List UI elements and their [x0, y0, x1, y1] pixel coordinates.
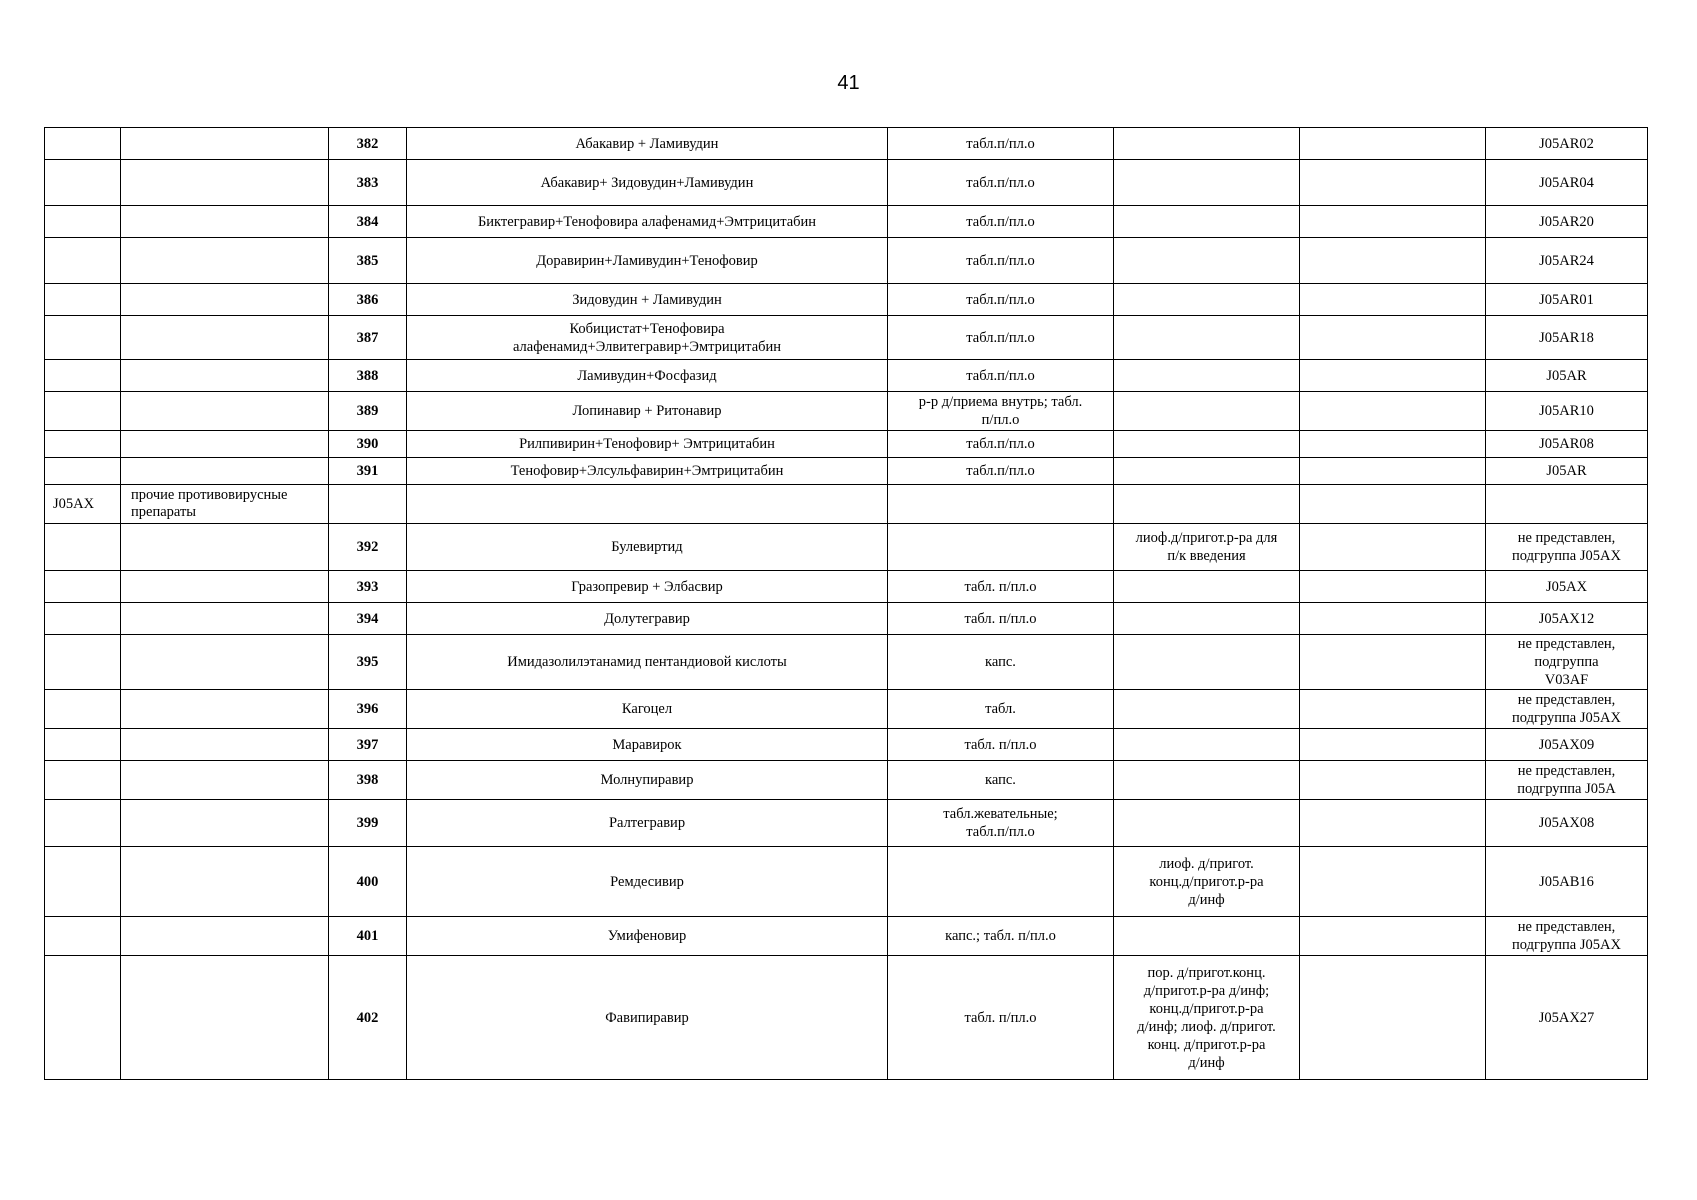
table-row — [45, 524, 1648, 571]
oral-form-cell: табл. п/пл.о — [888, 956, 1114, 1080]
parenteral-form-cell — [1114, 761, 1300, 800]
row-number-cell: 387 — [329, 316, 407, 360]
atc-group-cell — [45, 284, 121, 316]
atc-code-cell: J05AR24 — [1486, 238, 1648, 284]
oral-form-cell — [888, 524, 1114, 571]
note-cell — [1300, 458, 1486, 485]
atc-group-cell — [45, 160, 121, 206]
table-row — [45, 316, 1648, 360]
table-row — [45, 800, 1648, 847]
oral-form-cell: табл. п/пл.о — [888, 729, 1114, 761]
group-name-cell — [121, 238, 329, 284]
note-cell — [1300, 603, 1486, 635]
group-name-cell — [121, 690, 329, 729]
parenteral-form-cell — [1114, 458, 1300, 485]
note-cell — [1300, 206, 1486, 238]
drug-name-cell: Ралтегравир — [407, 800, 888, 847]
note-cell — [1300, 238, 1486, 284]
table-row — [45, 956, 1648, 1080]
table-row — [45, 485, 1648, 524]
drug-name-cell: Булевиртид — [407, 524, 888, 571]
row-number-cell: 385 — [329, 238, 407, 284]
parenteral-form-cell — [1114, 635, 1300, 690]
atc-group-cell — [45, 360, 121, 392]
drug-name-cell: Фавипиравир — [407, 956, 888, 1080]
atc-group-cell — [45, 238, 121, 284]
oral-form-cell: табл.п/пл.о — [888, 284, 1114, 316]
parenteral-form-cell — [1114, 316, 1300, 360]
atc-code-cell: не представлен, подгруппа V03AF — [1486, 635, 1648, 690]
oral-form-cell: табл. п/пл.о — [888, 603, 1114, 635]
note-cell — [1300, 729, 1486, 761]
row-number-cell: 388 — [329, 360, 407, 392]
note-cell — [1300, 485, 1486, 524]
group-name-cell — [121, 603, 329, 635]
oral-form-cell — [888, 485, 1114, 524]
atc-code-cell: J05AR08 — [1486, 431, 1648, 458]
atc-group-cell — [45, 571, 121, 603]
table-row — [45, 635, 1648, 690]
parenteral-form-cell — [1114, 571, 1300, 603]
drug-name-cell: Умифеновир — [407, 917, 888, 956]
atc-group-cell — [45, 603, 121, 635]
oral-form-cell: капс.; табл. п/пл.о — [888, 917, 1114, 956]
row-number-cell: 386 — [329, 284, 407, 316]
table-row — [45, 847, 1648, 917]
group-name-cell — [121, 160, 329, 206]
atc-group-cell — [45, 524, 121, 571]
table-row — [45, 360, 1648, 392]
drug-name-cell: Кобицистат+Тенофовира алафенамид+Элвитегравир+Эмтрицитабин — [407, 316, 888, 360]
atc-code-cell: J05AR01 — [1486, 284, 1648, 316]
note-cell — [1300, 917, 1486, 956]
atc-code-cell: J05AX12 — [1486, 603, 1648, 635]
oral-form-cell: табл.п/пл.о — [888, 206, 1114, 238]
group-name-cell — [121, 761, 329, 800]
atc-code-cell: не представлен, подгруппа J05A — [1486, 761, 1648, 800]
parenteral-form-cell: лиоф. д/пригот. конц.д/пригот.р-ра д/инф — [1114, 847, 1300, 917]
atc-code-cell: J05AR20 — [1486, 206, 1648, 238]
atc-group-cell — [45, 206, 121, 238]
drug-name-cell — [407, 485, 888, 524]
atc-code-cell: не представлен, подгруппа J05AX — [1486, 690, 1648, 729]
table-row — [45, 761, 1648, 800]
atc-group-cell — [45, 847, 121, 917]
atc-group-cell — [45, 761, 121, 800]
table-row — [45, 690, 1648, 729]
oral-form-cell: капс. — [888, 761, 1114, 800]
note-cell — [1300, 524, 1486, 571]
group-name-cell — [121, 431, 329, 458]
atc-code-cell: J05AX09 — [1486, 729, 1648, 761]
drug-name-cell: Имидазолилэтанамид пентандиовой кислоты — [407, 635, 888, 690]
table-row — [45, 284, 1648, 316]
note-cell — [1300, 690, 1486, 729]
table-row — [45, 729, 1648, 761]
atc-code-cell: J05AX — [1486, 571, 1648, 603]
note-cell — [1300, 316, 1486, 360]
group-name-cell — [121, 917, 329, 956]
oral-form-cell: табл.жевательные; табл.п/пл.о — [888, 800, 1114, 847]
row-number-cell: 390 — [329, 431, 407, 458]
oral-form-cell: табл.п/пл.о — [888, 128, 1114, 160]
note-cell — [1300, 392, 1486, 431]
parenteral-form-cell — [1114, 917, 1300, 956]
parenteral-form-cell — [1114, 206, 1300, 238]
table-row — [45, 160, 1648, 206]
drug-name-cell: Лопинавир + Ритонавир — [407, 392, 888, 431]
note-cell — [1300, 431, 1486, 458]
atc-code-cell: J05AB16 — [1486, 847, 1648, 917]
row-number-cell: 401 — [329, 917, 407, 956]
atc-code-cell: J05AR — [1486, 458, 1648, 485]
oral-form-cell: табл. п/пл.о — [888, 571, 1114, 603]
atc-code-cell: не представлен, подгруппа J05AX — [1486, 917, 1648, 956]
drug-name-cell: Маравирок — [407, 729, 888, 761]
row-number-cell: 383 — [329, 160, 407, 206]
group-name-cell — [121, 458, 329, 485]
row-number-cell: 389 — [329, 392, 407, 431]
drug-name-cell: Абакавир + Ламивудин — [407, 128, 888, 160]
atc-code-cell: J05AX08 — [1486, 800, 1648, 847]
group-name-cell — [121, 392, 329, 431]
note-cell — [1300, 635, 1486, 690]
note-cell — [1300, 128, 1486, 160]
drug-name-cell: Абакавир+ Зидовудин+Ламивудин — [407, 160, 888, 206]
parenteral-form-cell: пор. д/пригот.конц. д/пригот.р-ра д/инф; конц.д/пригот.р-ра д/инф; лиоф. д/пригот. конц. д/пригот.р-ра д/инф — [1114, 956, 1300, 1080]
atc-code-cell: не представлен, подгруппа J05AX — [1486, 524, 1648, 571]
drug-name-cell: Доравирин+Ламивудин+Тенофовир — [407, 238, 888, 284]
oral-form-cell — [888, 847, 1114, 917]
row-number-cell: 395 — [329, 635, 407, 690]
table-body — [45, 128, 1648, 1080]
note-cell — [1300, 761, 1486, 800]
group-name-cell — [121, 360, 329, 392]
drug-name-cell: Биктегравир+Тенофовира алафенамид+Эмтрицитабин — [407, 206, 888, 238]
parenteral-form-cell — [1114, 485, 1300, 524]
row-number-cell: 398 — [329, 761, 407, 800]
parenteral-form-cell: лиоф.д/пригот.р-ра для п/к введения — [1114, 524, 1300, 571]
drug-name-cell: Молнупиравир — [407, 761, 888, 800]
table-row — [45, 431, 1648, 458]
row-number-cell: 400 — [329, 847, 407, 917]
drug-name-cell: Рилпивирин+Тенофовир+ Эмтрицитабин — [407, 431, 888, 458]
row-number-cell: 394 — [329, 603, 407, 635]
group-name-cell — [121, 571, 329, 603]
atc-group-cell — [45, 917, 121, 956]
table-row — [45, 238, 1648, 284]
atc-group-cell — [45, 128, 121, 160]
drug-name-cell: Зидовудин + Ламивудин — [407, 284, 888, 316]
oral-form-cell: табл.п/пл.о — [888, 238, 1114, 284]
parenteral-form-cell — [1114, 603, 1300, 635]
parenteral-form-cell — [1114, 690, 1300, 729]
parenteral-form-cell — [1114, 392, 1300, 431]
parenteral-form-cell — [1114, 128, 1300, 160]
drug-name-cell: Кагоцел — [407, 690, 888, 729]
table-row — [45, 571, 1648, 603]
note-cell — [1300, 571, 1486, 603]
row-number-cell: 393 — [329, 571, 407, 603]
atc-group-cell: J05AX — [45, 485, 121, 524]
atc-group-cell — [45, 729, 121, 761]
atc-code-cell: J05AR04 — [1486, 160, 1648, 206]
group-name-cell — [121, 635, 329, 690]
atc-group-cell — [45, 956, 121, 1080]
note-cell — [1300, 360, 1486, 392]
oral-form-cell: табл.п/пл.о — [888, 431, 1114, 458]
table-row — [45, 392, 1648, 431]
note-cell — [1300, 847, 1486, 917]
atc-group-cell — [45, 431, 121, 458]
table-row — [45, 917, 1648, 956]
page-number: 41 — [837, 72, 860, 94]
group-name-cell — [121, 729, 329, 761]
parenteral-form-cell — [1114, 160, 1300, 206]
atc-group-cell — [45, 458, 121, 485]
parenteral-form-cell — [1114, 800, 1300, 847]
atc-group-cell — [45, 800, 121, 847]
atc-group-cell — [45, 690, 121, 729]
oral-form-cell: табл.п/пл.о — [888, 458, 1114, 485]
note-cell — [1300, 284, 1486, 316]
row-number-cell: 397 — [329, 729, 407, 761]
row-number-cell: 382 — [329, 128, 407, 160]
oral-form-cell: табл.п/пл.о — [888, 360, 1114, 392]
row-number-cell: 391 — [329, 458, 407, 485]
atc-code-cell — [1486, 485, 1648, 524]
group-name-cell — [121, 284, 329, 316]
table-row — [45, 603, 1648, 635]
atc-code-cell: J05AR10 — [1486, 392, 1648, 431]
table-row — [45, 206, 1648, 238]
oral-form-cell: табл.п/пл.о — [888, 160, 1114, 206]
parenteral-form-cell — [1114, 729, 1300, 761]
atc-code-cell: J05AX27 — [1486, 956, 1648, 1080]
drug-name-cell: Гразопревир + Элбасвир — [407, 571, 888, 603]
parenteral-form-cell — [1114, 431, 1300, 458]
oral-form-cell: капс. — [888, 635, 1114, 690]
note-cell — [1300, 956, 1486, 1080]
note-cell — [1300, 800, 1486, 847]
group-name-cell — [121, 128, 329, 160]
atc-group-cell — [45, 392, 121, 431]
atc-code-cell: J05AR — [1486, 360, 1648, 392]
group-name-cell — [121, 316, 329, 360]
oral-form-cell: р-р д/приема внутрь; табл. п/пл.о — [888, 392, 1114, 431]
atc-group-cell — [45, 316, 121, 360]
group-name-cell: прочие противовирусные препараты — [121, 485, 329, 524]
row-number-cell: 396 — [329, 690, 407, 729]
group-name-cell — [121, 847, 329, 917]
row-number-cell: 399 — [329, 800, 407, 847]
table-row — [45, 128, 1648, 160]
atc-code-cell: J05AR02 — [1486, 128, 1648, 160]
note-cell — [1300, 160, 1486, 206]
drug-name-cell: Тенофовир+Элсульфавирин+Эмтрицитабин — [407, 458, 888, 485]
row-number-cell: 392 — [329, 524, 407, 571]
parenteral-form-cell — [1114, 238, 1300, 284]
parenteral-form-cell — [1114, 360, 1300, 392]
parenteral-form-cell — [1114, 284, 1300, 316]
drug-name-cell: Долутегравир — [407, 603, 888, 635]
atc-group-cell — [45, 635, 121, 690]
oral-form-cell: табл. — [888, 690, 1114, 729]
group-name-cell — [121, 206, 329, 238]
oral-form-cell: табл.п/пл.о — [888, 316, 1114, 360]
row-number-cell — [329, 485, 407, 524]
drug-name-cell: Ремдесивир — [407, 847, 888, 917]
group-name-cell — [121, 956, 329, 1080]
table-row — [45, 458, 1648, 485]
group-name-cell — [121, 524, 329, 571]
atc-code-cell: J05AR18 — [1486, 316, 1648, 360]
row-number-cell: 402 — [329, 956, 407, 1080]
drug-name-cell: Ламивудин+Фосфазид — [407, 360, 888, 392]
group-name-cell — [121, 800, 329, 847]
row-number-cell: 384 — [329, 206, 407, 238]
drug-table — [44, 127, 1648, 1080]
